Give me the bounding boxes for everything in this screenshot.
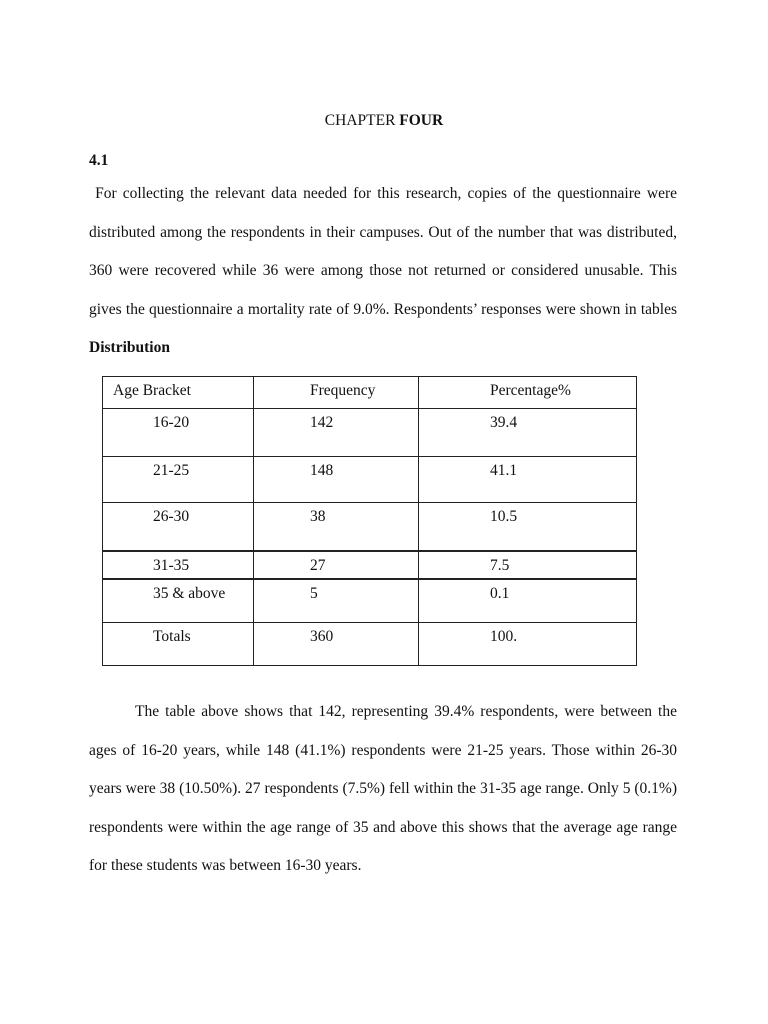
section-number: 4.1 [89, 152, 109, 169]
chapter-number: FOUR [399, 112, 444, 129]
cell-frequency: 38 [254, 503, 419, 552]
cell-percentage: 0.1 [419, 579, 637, 623]
cell-frequency: 360 [254, 623, 419, 666]
cell-percentage: 7.5 [419, 551, 637, 579]
cell-percentage: 100. [419, 623, 637, 666]
section-heading [89, 152, 135, 170]
cell-age: 21-25 [103, 457, 254, 503]
header-percentage: Percentage% [419, 377, 637, 409]
cell-age: 16-20 [103, 409, 254, 457]
table-header-row [103, 377, 637, 409]
header-age-bracket: Age Bracket [103, 377, 254, 409]
age-distribution-table [102, 376, 637, 666]
cell-frequency: 142 [254, 409, 419, 457]
cell-age: 31-35 [103, 551, 254, 579]
chapter-prefix: CHAPTER [324, 112, 400, 129]
table-row [103, 579, 637, 623]
table-row [103, 551, 637, 579]
intro-paragraph-bold: Distribution [89, 339, 170, 356]
intro-paragraph-text: For collecting the relevant data needed for this research, copies of the questionnaire were distributed among the respondents in their campuses. Out of the number that was distributed, 360 were recovered while 36 were among those not returned or considered unusable. This gives the questionnaire a mortality rate of 9.0%. Respondents’ responses were shown in tables [89, 185, 678, 318]
cell-age: Totals [103, 623, 254, 666]
header-frequency: Frequency [254, 377, 419, 409]
cell-age: 26-30 [103, 503, 254, 552]
cell-percentage: 41.1 [419, 457, 637, 503]
cell-frequency: 148 [254, 457, 419, 503]
table-row [103, 457, 637, 503]
cell-frequency: 5 [254, 579, 419, 623]
chapter-heading [0, 112, 768, 130]
cell-percentage: 10.5 [419, 503, 637, 552]
table-row [103, 409, 637, 457]
cell-percentage: 39.4 [419, 409, 637, 457]
cell-age: 35 & above [103, 579, 254, 623]
table-row [103, 623, 637, 666]
cell-frequency: 27 [254, 551, 419, 579]
table-row [103, 503, 637, 552]
intro-paragraph [89, 175, 677, 368]
analysis-paragraph: The table above shows that 142, representing 39.4% respondents, were between the ages of 16-20 years, while 148 (41.1%) respondents were 21-25 years. Those within 26-30 years were 38 (10.50%). 27 respondents (7.5%) fell within the 31-35 age range. Only 5 (0.1%) respondents were within the age range of 35 and above this shows that the average age range for these students was between 16-30 years. [89, 703, 677, 874]
